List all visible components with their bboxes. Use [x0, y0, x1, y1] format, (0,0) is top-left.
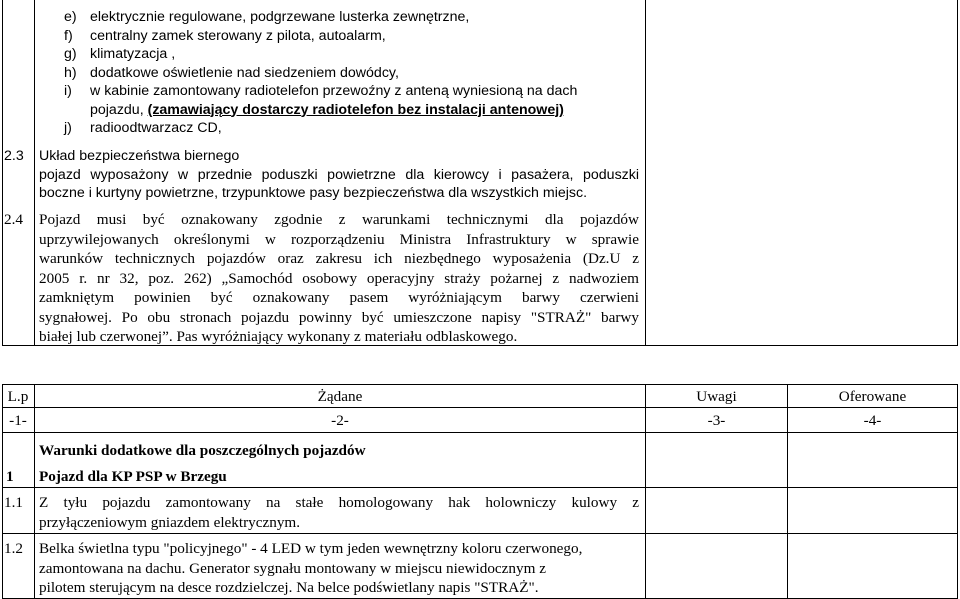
offer-table-row-divider: [2, 487, 958, 488]
column-header-required: Żądane: [317, 388, 363, 405]
column-header-lp: L.p: [7, 388, 29, 405]
column-number: -1-: [9, 412, 27, 429]
list-item-continuation: pojazdu, (zamawiający dostarczy radiotelefon bez instalacji antenowej): [90, 101, 564, 118]
row-text: [39, 539, 639, 598]
column-number: -4-: [863, 412, 882, 429]
top-table-col-divider: [34, 0, 35, 346]
top-table-left-border: [2, 0, 3, 346]
section-2-3: [39, 147, 639, 203]
column-number: -2-: [331, 412, 349, 429]
list-item: i) w kabinie zamontowany radiotelefon przewoźny z anteną wyniesioną na dach: [64, 83, 578, 99]
offer-table-row-divider: [2, 533, 958, 534]
list-item: f) centralny zamek sterowany z pilota, autoalarm,: [64, 27, 386, 44]
section-text-line: pojazd wyposażony w przednie poduszki powietrzne dla kierowcy i pasażera, poduszki: [39, 166, 639, 183]
offer-table-top-border: [2, 384, 958, 385]
section-text-line: 2005 r. nr 32, poz. 262) „Samochód osobowy operacyjny straży pożarnej z nadwoziem: [39, 269, 639, 287]
row-text: Pojazd dla KP PSP w Brzegu: [39, 468, 227, 485]
section-text-line: warunków technicznych pojazdów oraz zakresu ich niezbędnego wyposażenia (Dz.U z: [39, 250, 639, 267]
list-item: e) elektrycznie regulowane, podgrzewane lusterka zewnętrzne,: [64, 9, 470, 25]
offer-table-right-border: [957, 384, 958, 599]
section-number: 2.3: [4, 148, 24, 164]
section-text-line: uprzywilejowanych określonymi w rozporządzeniu Ministra Infrastruktury w sprawie: [39, 230, 639, 248]
top-table-right-border: [957, 0, 958, 346]
row-text-line: zamontowana na dachu. Generator sygnału montowany w miejscu niewidocznym z: [39, 559, 546, 577]
row-text-line: pilotem sterującym na desce rozdzielczej. Na belce podświetlany napis "STRAŻ".: [39, 579, 539, 596]
row-number: 1.2: [4, 540, 23, 557]
row-text: [39, 493, 639, 532]
section-2-4: [39, 210, 639, 347]
section-number: 2.4: [4, 211, 23, 228]
top-table-col-divider: [645, 0, 646, 346]
equipment-list: [64, 8, 642, 138]
section-title: Układ bezpieczeństwa biernego: [39, 148, 240, 164]
section-heading: Warunki dodatkowe dla poszczególnych pojazdów: [39, 442, 366, 459]
column-header-offered: Oferowane: [838, 388, 907, 405]
offer-table-row-divider: [2, 432, 958, 433]
row-text-line: Z tyłu pojazdu zamontowany na stałe homologowany hak holowniczy kulowy z: [39, 494, 639, 511]
row-number: 1.1: [4, 494, 23, 511]
section-text-line: białej lub czerwonej”. Pas wyróżniający wykonany z materiału odblaskowego.: [39, 328, 518, 345]
column-number: -3-: [707, 412, 726, 429]
section-text-line: Pojazd musi być oznakowany zgodnie z warunkami technicznymi dla pojazdów: [39, 211, 639, 228]
row-text-line: przyłączeniowym gniazdem elektrycznym.: [39, 513, 301, 531]
list-item: h) dodatkowe oświetlenie nad siedzeniem dowódcy,: [64, 64, 399, 81]
list-item: j) radioodtwarzacz CD,: [64, 120, 222, 136]
list-item: g) klimatyzacja ,: [64, 46, 176, 62]
section-text-line: boczne i kurtyny powietrzne, trzypunktowe pasy bezpieczeństwa dla wszystkich miejsc.: [39, 185, 588, 201]
offer-table-row-divider: [2, 407, 958, 408]
section-text-line: zamkniętym powinien być oznakowany pasem wyróżniającym barwy czerwieni: [39, 289, 639, 306]
section-text-line: sygnałowej. Po obu stronach pojazdu powinny być umieszczone napisy "STRAŻ" barwy: [39, 308, 639, 326]
row-text-line: Belka świetlna typu "policyjnego" - 4 LED w tym jeden wewnętrzny koloru czerwonego,: [39, 540, 583, 557]
row-number: 1: [6, 468, 14, 485]
column-header-remarks: Uwagi: [696, 388, 737, 405]
